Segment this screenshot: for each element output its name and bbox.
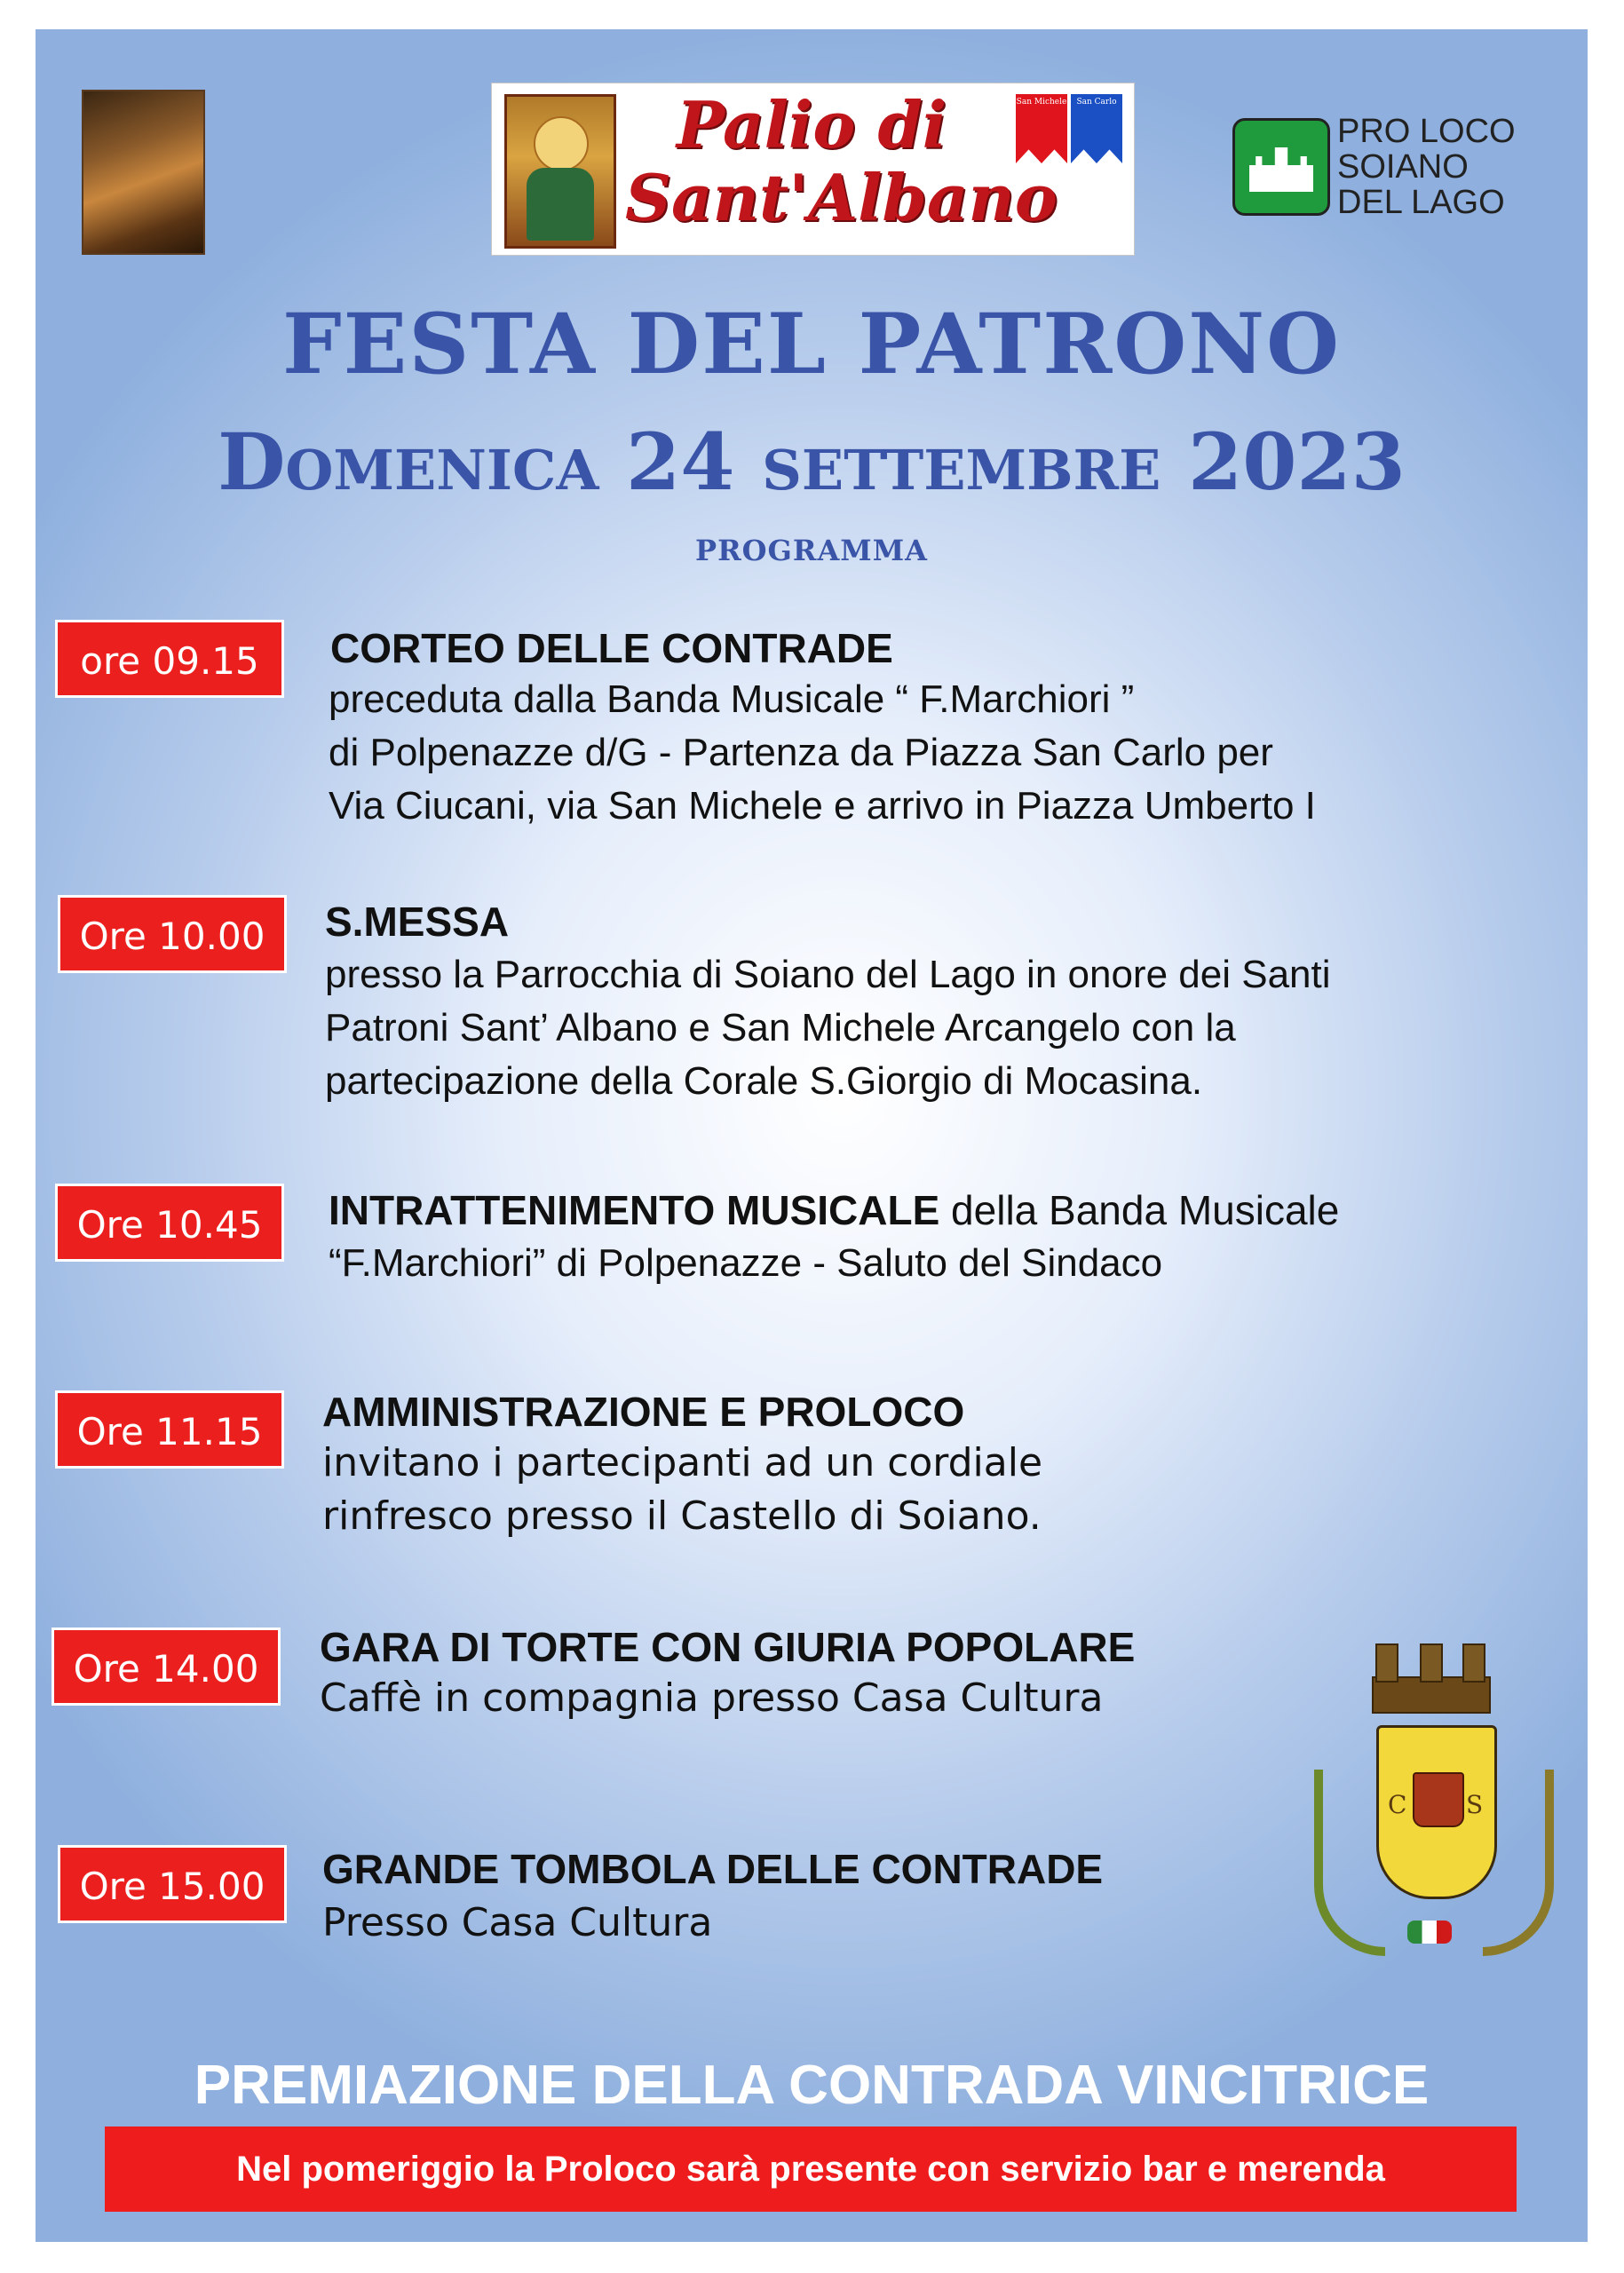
flag-left-label: San Michele xyxy=(1016,98,1067,107)
event-title xyxy=(320,1623,1135,1671)
time-badge: Ore 10.45 xyxy=(55,1184,284,1262)
castle-shape xyxy=(1249,147,1313,192)
crown-tower xyxy=(1375,1643,1398,1683)
saint-michael-image xyxy=(82,90,205,255)
event-title-main: AMMINISTRAZIONE E PROLOCO xyxy=(322,1389,965,1435)
palio-logo-text: Palio di Sant'Albano xyxy=(625,87,1058,235)
crown-tower xyxy=(1420,1643,1443,1683)
laurel-branch-icon xyxy=(1314,1770,1385,1956)
event-title-main: INTRATTENIMENTO MUSICALE xyxy=(329,1187,940,1233)
flag-right-label: San Carlo xyxy=(1076,98,1117,107)
event-description xyxy=(329,1237,1162,1290)
proloco-line: PRO LOCO xyxy=(1337,113,1516,150)
event-line: partecipazione della Corale S.Giorgio di Mocasina. xyxy=(325,1059,1203,1103)
event-title xyxy=(322,1845,1103,1893)
time-badge: Ore 11.15 xyxy=(55,1390,284,1469)
event-title-main: GARA DI TORTE CON GIURIA POPOLARE xyxy=(320,1624,1136,1670)
crown-icon xyxy=(1372,1636,1487,1712)
proloco-line: SOIANO xyxy=(1337,148,1469,186)
time-badge: Ore 14.00 xyxy=(51,1628,281,1706)
event-title xyxy=(329,1186,1339,1234)
programma-label: PROGRAMMA xyxy=(695,534,928,567)
event-line: Via Ciucani, via San Michele e arrivo in Piazza Umberto I xyxy=(329,784,1316,828)
event-title-tail: della Banda Musicale xyxy=(939,1187,1340,1233)
page-title: FESTA DEL PATRONO xyxy=(281,296,1342,393)
event-date: Domenica 24 settembre 2023 xyxy=(218,416,1406,508)
event-title-main: CORTEO DELLE CONTRADE xyxy=(330,625,893,671)
contrade-flags xyxy=(1016,94,1122,165)
shield-icon xyxy=(1376,1725,1497,1899)
event-line: Caffè in compagnia presso Casa Cultura xyxy=(320,1675,1104,1721)
event-title-main: S.MESSA xyxy=(325,899,510,945)
crest-letter: C xyxy=(1388,1790,1407,1819)
halo-shape xyxy=(534,116,589,171)
event-line: Presso Casa Cultura xyxy=(322,1900,713,1945)
event-line: “F.Marchiori” di Polpenazze - Saluto del Sindaco xyxy=(329,1241,1163,1285)
castle-icon xyxy=(1232,118,1330,216)
event-description xyxy=(329,673,1316,833)
event-line: presso la Parrocchia di Soiano del Lago in onore dei Santi xyxy=(325,953,1331,996)
event-description xyxy=(320,1672,1103,1725)
event-title xyxy=(322,1388,964,1436)
proloco-line: DEL LAGO xyxy=(1337,184,1505,221)
event-description xyxy=(322,1437,1042,1543)
event-description xyxy=(325,948,1331,1108)
event-line: preceduta dalla Banda Musicale “ F.Marchiori ” xyxy=(329,677,1135,721)
tub-icon xyxy=(1413,1772,1464,1827)
event-title xyxy=(330,624,893,672)
time-badge: Ore 15.00 xyxy=(58,1845,287,1923)
proloco-logo-text xyxy=(1337,114,1568,220)
robe-shape xyxy=(527,168,594,241)
tricolor-ribbon-icon xyxy=(1407,1921,1452,1944)
premiazione-headline: PREMIAZIONE DELLA CONTRADA VINCITRICE xyxy=(194,2055,1430,2116)
event-line: Patroni Sant’ Albano e San Michele Arcangelo con la xyxy=(325,1006,1236,1049)
palio-logo xyxy=(491,83,1135,256)
event-line: rinfresco presso il Castello di Soiano. xyxy=(322,1493,1042,1539)
time-badge: Ore 10.00 xyxy=(58,895,287,973)
saint-albano-icon xyxy=(504,94,616,249)
oak-branch-icon xyxy=(1483,1770,1554,1956)
time-badge: ore 09.15 xyxy=(55,620,284,698)
poster xyxy=(36,29,1588,2242)
crown-tower xyxy=(1462,1643,1485,1683)
event-title xyxy=(325,898,509,946)
event-description xyxy=(322,1897,712,1950)
event-title-main: GRANDE TOMBOLA DELLE CONTRADE xyxy=(322,1846,1104,1892)
soiano-crest-icon xyxy=(1296,1636,1563,1956)
info-banner: Nel pomeriggio la Proloco sarà presente con servizio bar e merenda xyxy=(105,2126,1517,2212)
crest-letter: S xyxy=(1466,1790,1484,1819)
event-line: invitano i partecipanti ad un cordiale xyxy=(322,1440,1043,1485)
event-line: di Polpenazze d/G - Partenza da Piazza San Carlo per xyxy=(329,731,1273,774)
